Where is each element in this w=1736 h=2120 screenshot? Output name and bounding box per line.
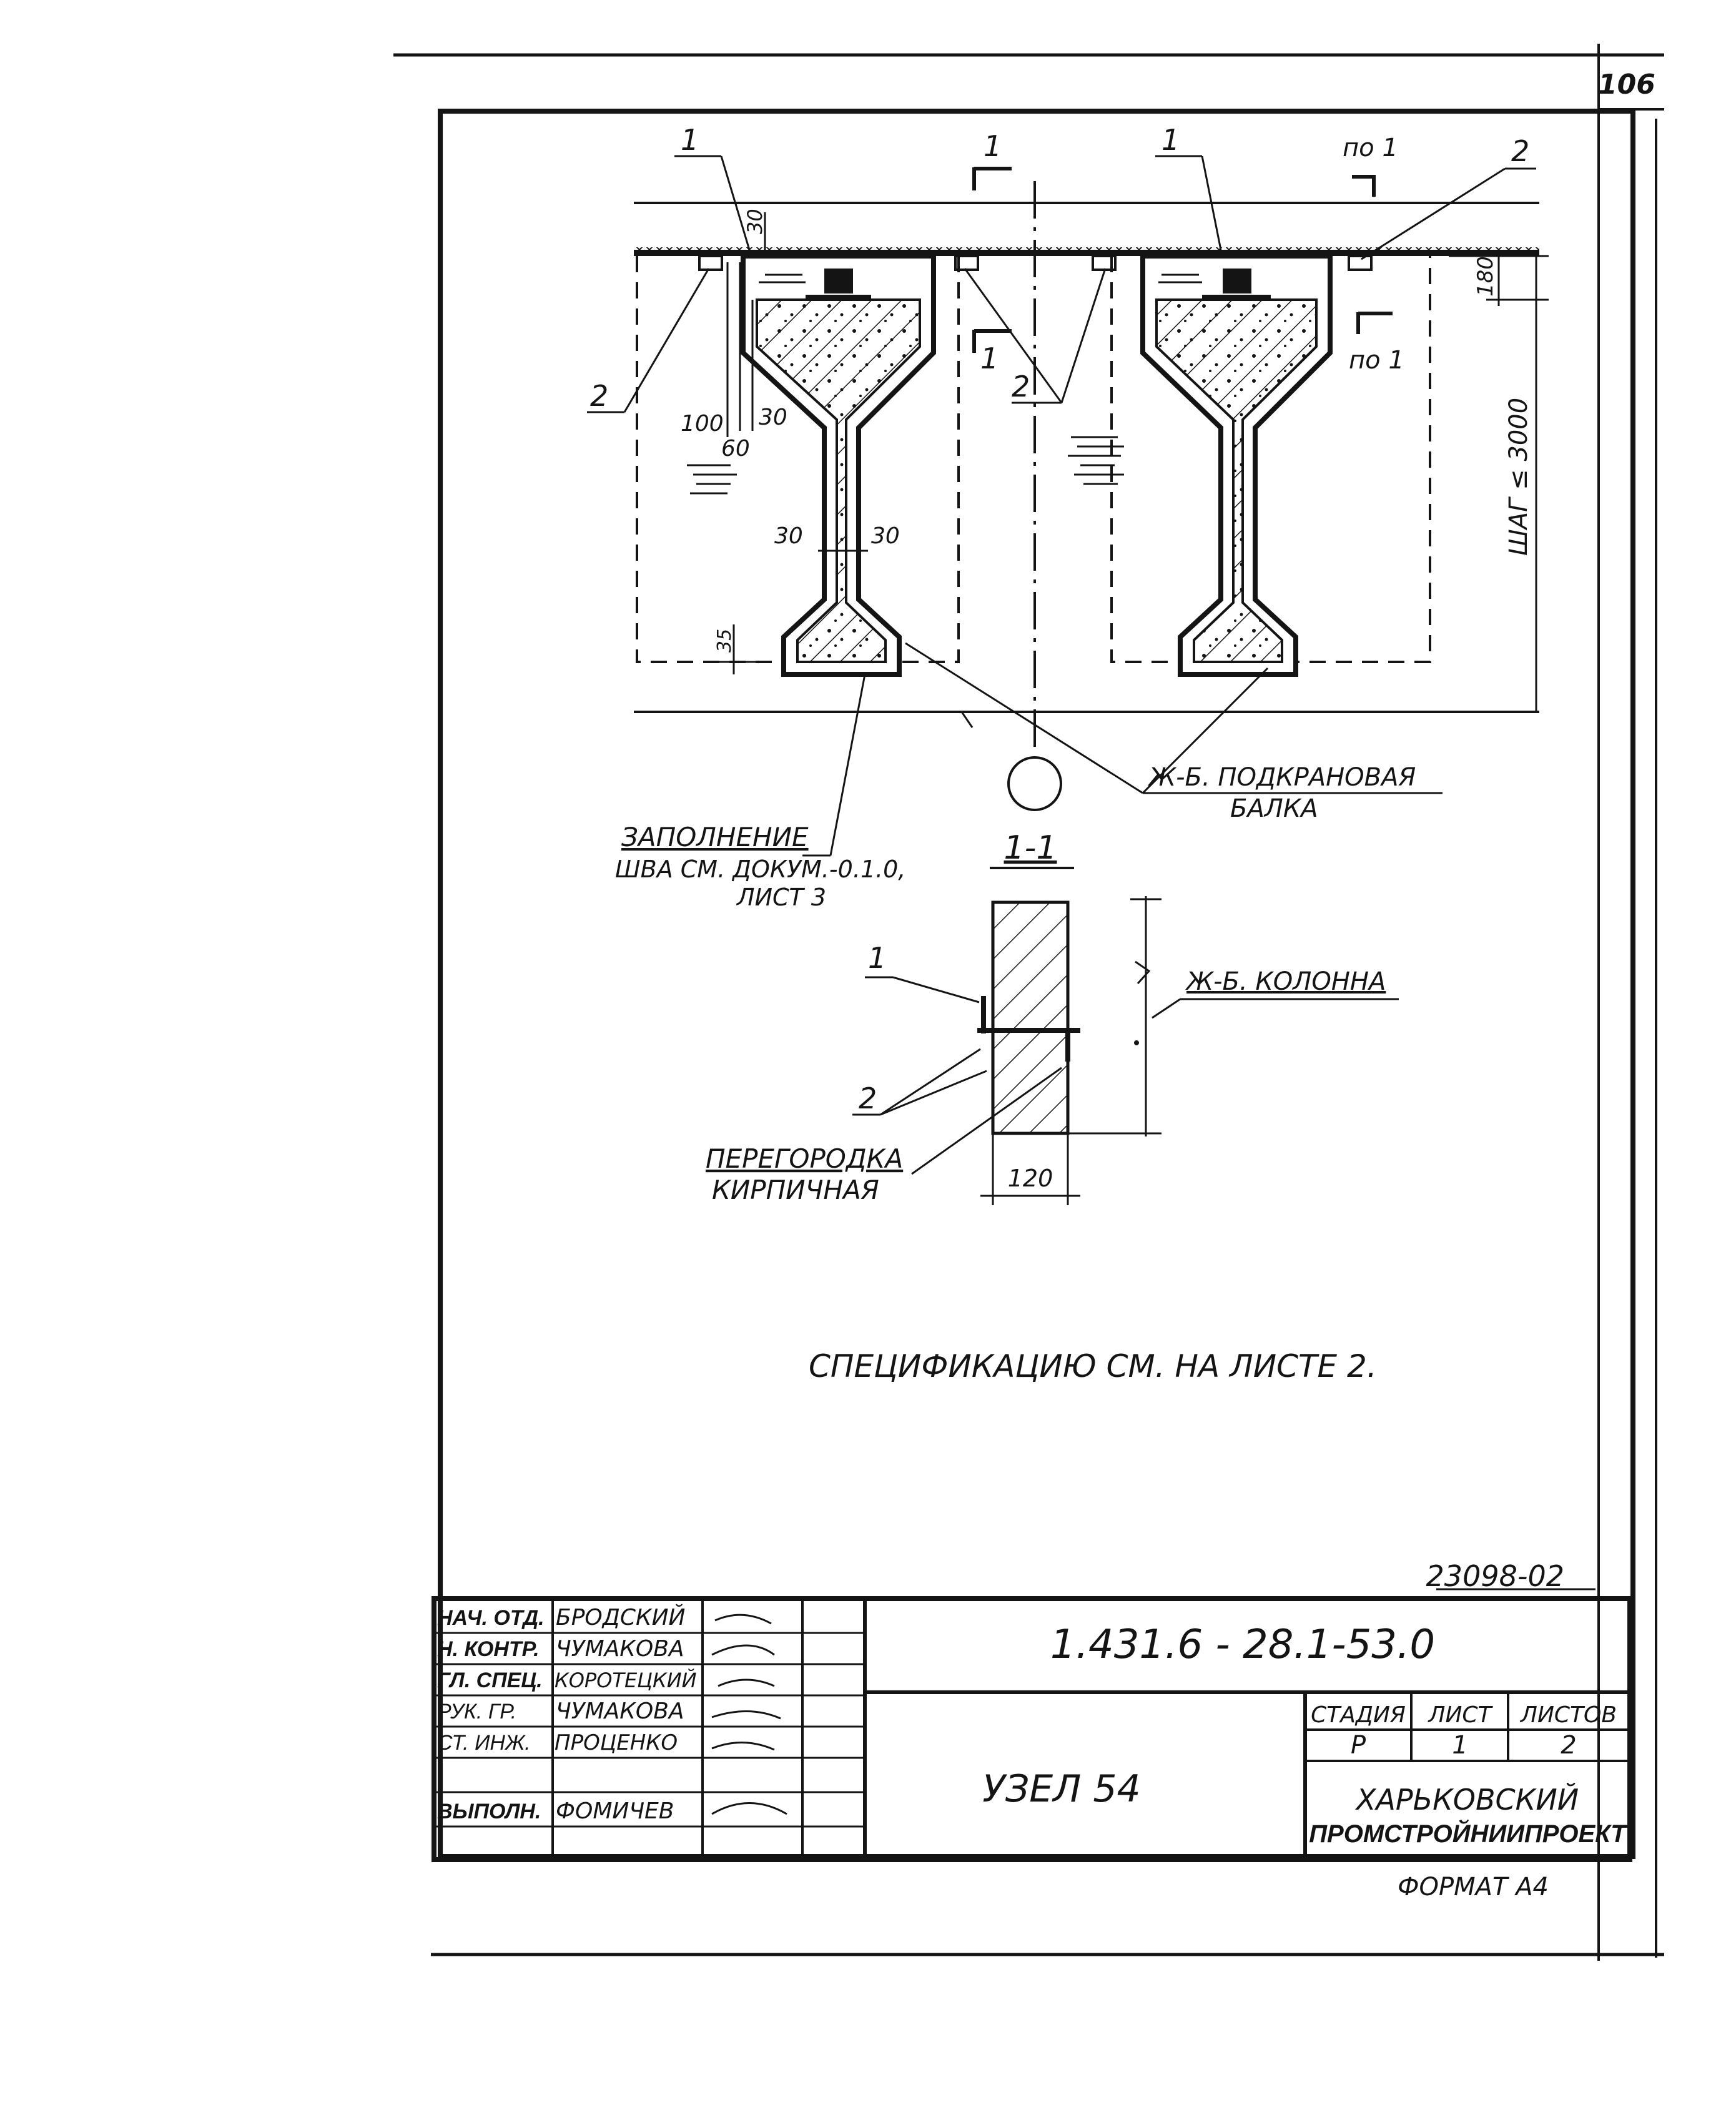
- dim-100: 100: [681, 411, 724, 436]
- dim-60: 60: [721, 436, 750, 461]
- fill-note-line3: ЛИСТ 3: [737, 884, 827, 911]
- signature-name: ФОМИЧЕВ: [556, 1798, 674, 1824]
- section-1-1-callout-2: 2: [859, 1082, 877, 1115]
- signature-name: ЧУМАКОВА: [556, 1636, 684, 1662]
- column-label: Ж-Б. КОЛОННА: [1186, 967, 1386, 996]
- dim-30-top: 30: [743, 209, 767, 234]
- signature-name: БРОДСКИЙ: [556, 1605, 686, 1630]
- signature-role: ГЛ. СПЕЦ.: [437, 1669, 543, 1692]
- format-label: ФОРМАТ А4: [1398, 1873, 1549, 1901]
- node-title: УЗЕЛ 54: [982, 1767, 1141, 1811]
- crane-beam-right: [1143, 256, 1330, 674]
- sheets-value: 2: [1561, 1731, 1577, 1760]
- signature-list: [437, 1604, 697, 1824]
- inventory-number: 23098-02: [1426, 1559, 1564, 1593]
- fill-note-line2: ШВА СМ. ДОКУМ.-0.1.0,: [615, 855, 906, 883]
- main-section: [587, 156, 1549, 855]
- cut-mark-bottom: 1: [980, 342, 999, 375]
- signature-role: РУК. ГР.: [437, 1700, 517, 1723]
- sheets-header: ЛИСТОВ: [1520, 1702, 1617, 1728]
- dim-30-web-right: 30: [871, 523, 900, 549]
- dim-30-web-left: 30: [774, 523, 803, 549]
- section-1-1-title: 1-1: [1004, 829, 1057, 867]
- section-1-1: [852, 868, 1399, 1205]
- callout-2-center: 2: [1012, 370, 1030, 403]
- signature-role: Н. КОНТР.: [437, 1637, 540, 1661]
- stage-value: Р: [1350, 1731, 1366, 1760]
- partition-label-line1: ПЕРЕГОРОДКА: [706, 1143, 904, 1174]
- callout-2-left: 2: [590, 379, 609, 413]
- callout-2-top-right: 2: [1511, 134, 1530, 168]
- partition-label-line2: КИРПИЧНАЯ: [712, 1175, 879, 1205]
- document-code: 1.431.6 - 28.1-53.0: [1050, 1622, 1436, 1668]
- sheet-header: ЛИСТ: [1428, 1702, 1492, 1728]
- plate-2-d: [1349, 256, 1371, 270]
- fill-note-line1: ЗАПОЛНЕНИЕ: [621, 822, 809, 852]
- page-number: 106: [1598, 69, 1655, 101]
- signature-role: СТ. ИНЖ.: [437, 1731, 531, 1755]
- beam-label-line1: Ж-Б. ПОДКРАНОВАЯ: [1149, 763, 1416, 792]
- callout-1-right: 1: [1161, 123, 1180, 157]
- cut-mark-po-top: по 1: [1343, 134, 1398, 162]
- signature-name: КОРОТЕЦКИЙ: [555, 1669, 697, 1692]
- dim-180: 180: [1473, 256, 1498, 297]
- crane-beam-left: [743, 256, 934, 674]
- organization-line1: ХАРЬКОВСКИЙ: [1356, 1783, 1579, 1817]
- cut-mark-top: 1: [984, 129, 1002, 163]
- column-hatched: [993, 902, 1068, 1133]
- specification-note: СПЕЦИФИКАЦИЮ СМ. НА ЛИСТЕ 2.: [809, 1348, 1377, 1384]
- dim-35: 35: [714, 628, 736, 653]
- sheet-value: 1: [1452, 1731, 1468, 1760]
- dim-120: 120: [1007, 1165, 1053, 1192]
- signature-role: ВЫПОЛН.: [437, 1800, 541, 1823]
- signature-role: НАЧ. ОТД.: [437, 1606, 545, 1630]
- signature-name: ПРОЦЕНКО: [555, 1730, 678, 1755]
- dim-30-flange: 30: [759, 405, 787, 430]
- organization-line2: ПРОМСТРОЙНИИПРОЕКТ: [1309, 1820, 1626, 1848]
- beam-label-line2: БАЛКА: [1230, 794, 1318, 823]
- callout-1-left: 1: [681, 123, 699, 157]
- section-1-1-callout-1: 1: [868, 941, 887, 975]
- axis-marker: [1009, 757, 1061, 810]
- step-label: ШАГ ≤ 3000: [1504, 397, 1533, 556]
- signature-name: ЧУМАКОВА: [556, 1698, 684, 1724]
- stage-header: СТАДИЯ: [1311, 1702, 1406, 1728]
- cut-mark-po-bottom: по 1: [1349, 346, 1404, 375]
- plate-2-a: [699, 256, 722, 270]
